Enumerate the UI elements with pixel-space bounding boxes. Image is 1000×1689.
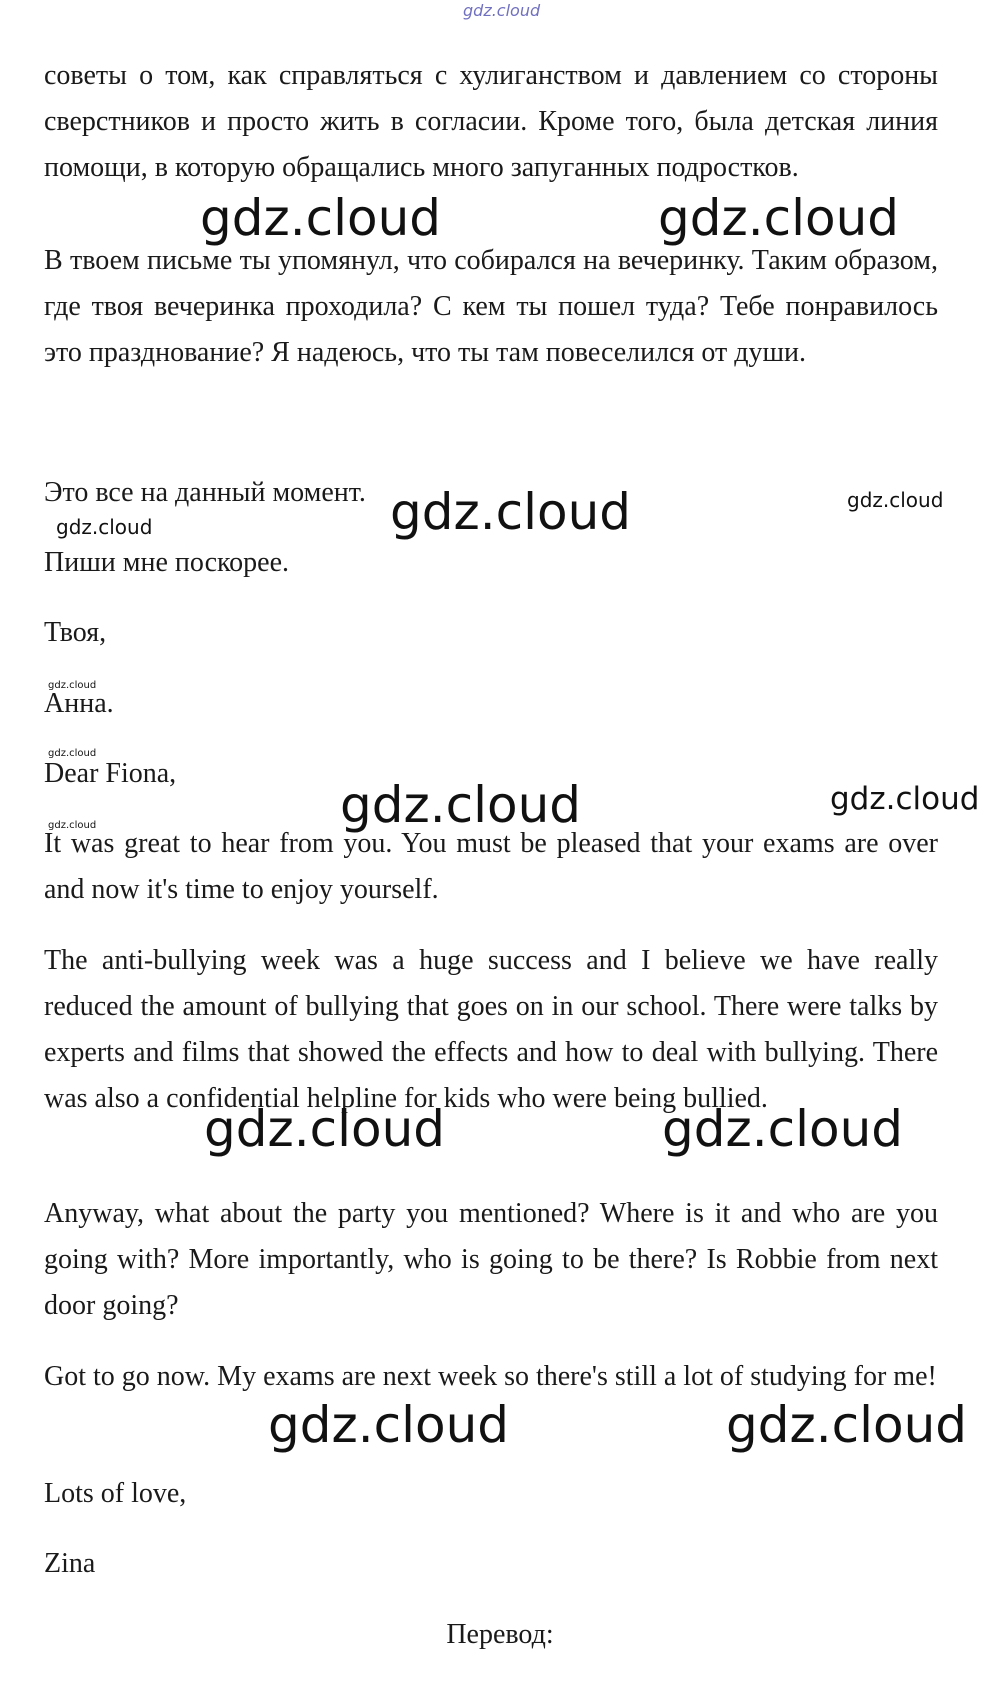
paragraph-closing-ru: Это все на данный момент. — [44, 477, 366, 508]
watermark: gdz.cloud — [658, 189, 900, 247]
paragraph-got-to-go: Got to go now. My exams are next week so there's still a lot of studying for me! — [44, 1361, 937, 1392]
watermark: gdz.cloud — [268, 1396, 510, 1454]
translation-label: Перевод: — [446, 1619, 554, 1650]
watermark: gdz.cloud — [726, 1396, 968, 1454]
paragraph-party: Anyway, what about the party you mentioned? Where is it and who are you going with? More importantly, who is going to be there? Is Robbie from next door going? — [44, 1198, 938, 1321]
paragraph-anti-bullying: The anti-bullying week was a huge success and I believe we have really reduced the amount of bullying that goes on in our school. There were talks by experts and films that showed the effects and how to deal with bullying. There was also a confidential helpline for kids who were being bullied. — [44, 945, 938, 1114]
watermark: gdz.cloud — [48, 680, 97, 691]
watermark: gdz.cloud — [830, 781, 980, 817]
signoff-ru: Твоя, — [44, 617, 107, 648]
signature-ru: Анна. — [44, 688, 114, 719]
paragraph-party-question: В твоем письме ты упомянул, что собирался на вечеринку. Таким образом, где твоя вечеринка проходила? С кем ты пошел туда? Тебе понравилось это празднование? Я надеюсь, что ты там повеселился от души. — [44, 245, 938, 368]
watermark: gdz.cloud — [847, 488, 944, 512]
greeting-en: Dear Fiona, — [44, 758, 177, 789]
watermark: gdz.cloud — [48, 820, 97, 831]
watermark: gdz.cloud — [48, 748, 97, 759]
signoff-en: Lots of love, — [44, 1478, 187, 1509]
watermark-top: gdz.cloud — [463, 1, 541, 20]
paragraph-write-soon: Пиши мне поскорее. — [44, 547, 290, 578]
signature-en: Zina — [44, 1548, 96, 1579]
paragraph-exams: It was great to hear from you. You must be pleased that your exams are over and now it's time to enjoy yourself. — [44, 828, 938, 905]
watermark: gdz.cloud — [662, 1100, 904, 1158]
watermark: gdz.cloud — [390, 483, 632, 541]
paragraph-advice: советы о том, как справляться с хулиганством и давлением со стороны сверстников и просто жить в согласии. Кроме того, была детская линия помощи, в которую обращались много запуганных подростков. — [44, 60, 938, 183]
watermark: gdz.cloud — [200, 189, 442, 247]
watermark: gdz.cloud — [56, 515, 153, 539]
watermark: gdz.cloud — [340, 776, 582, 834]
watermark: gdz.cloud — [204, 1100, 446, 1158]
